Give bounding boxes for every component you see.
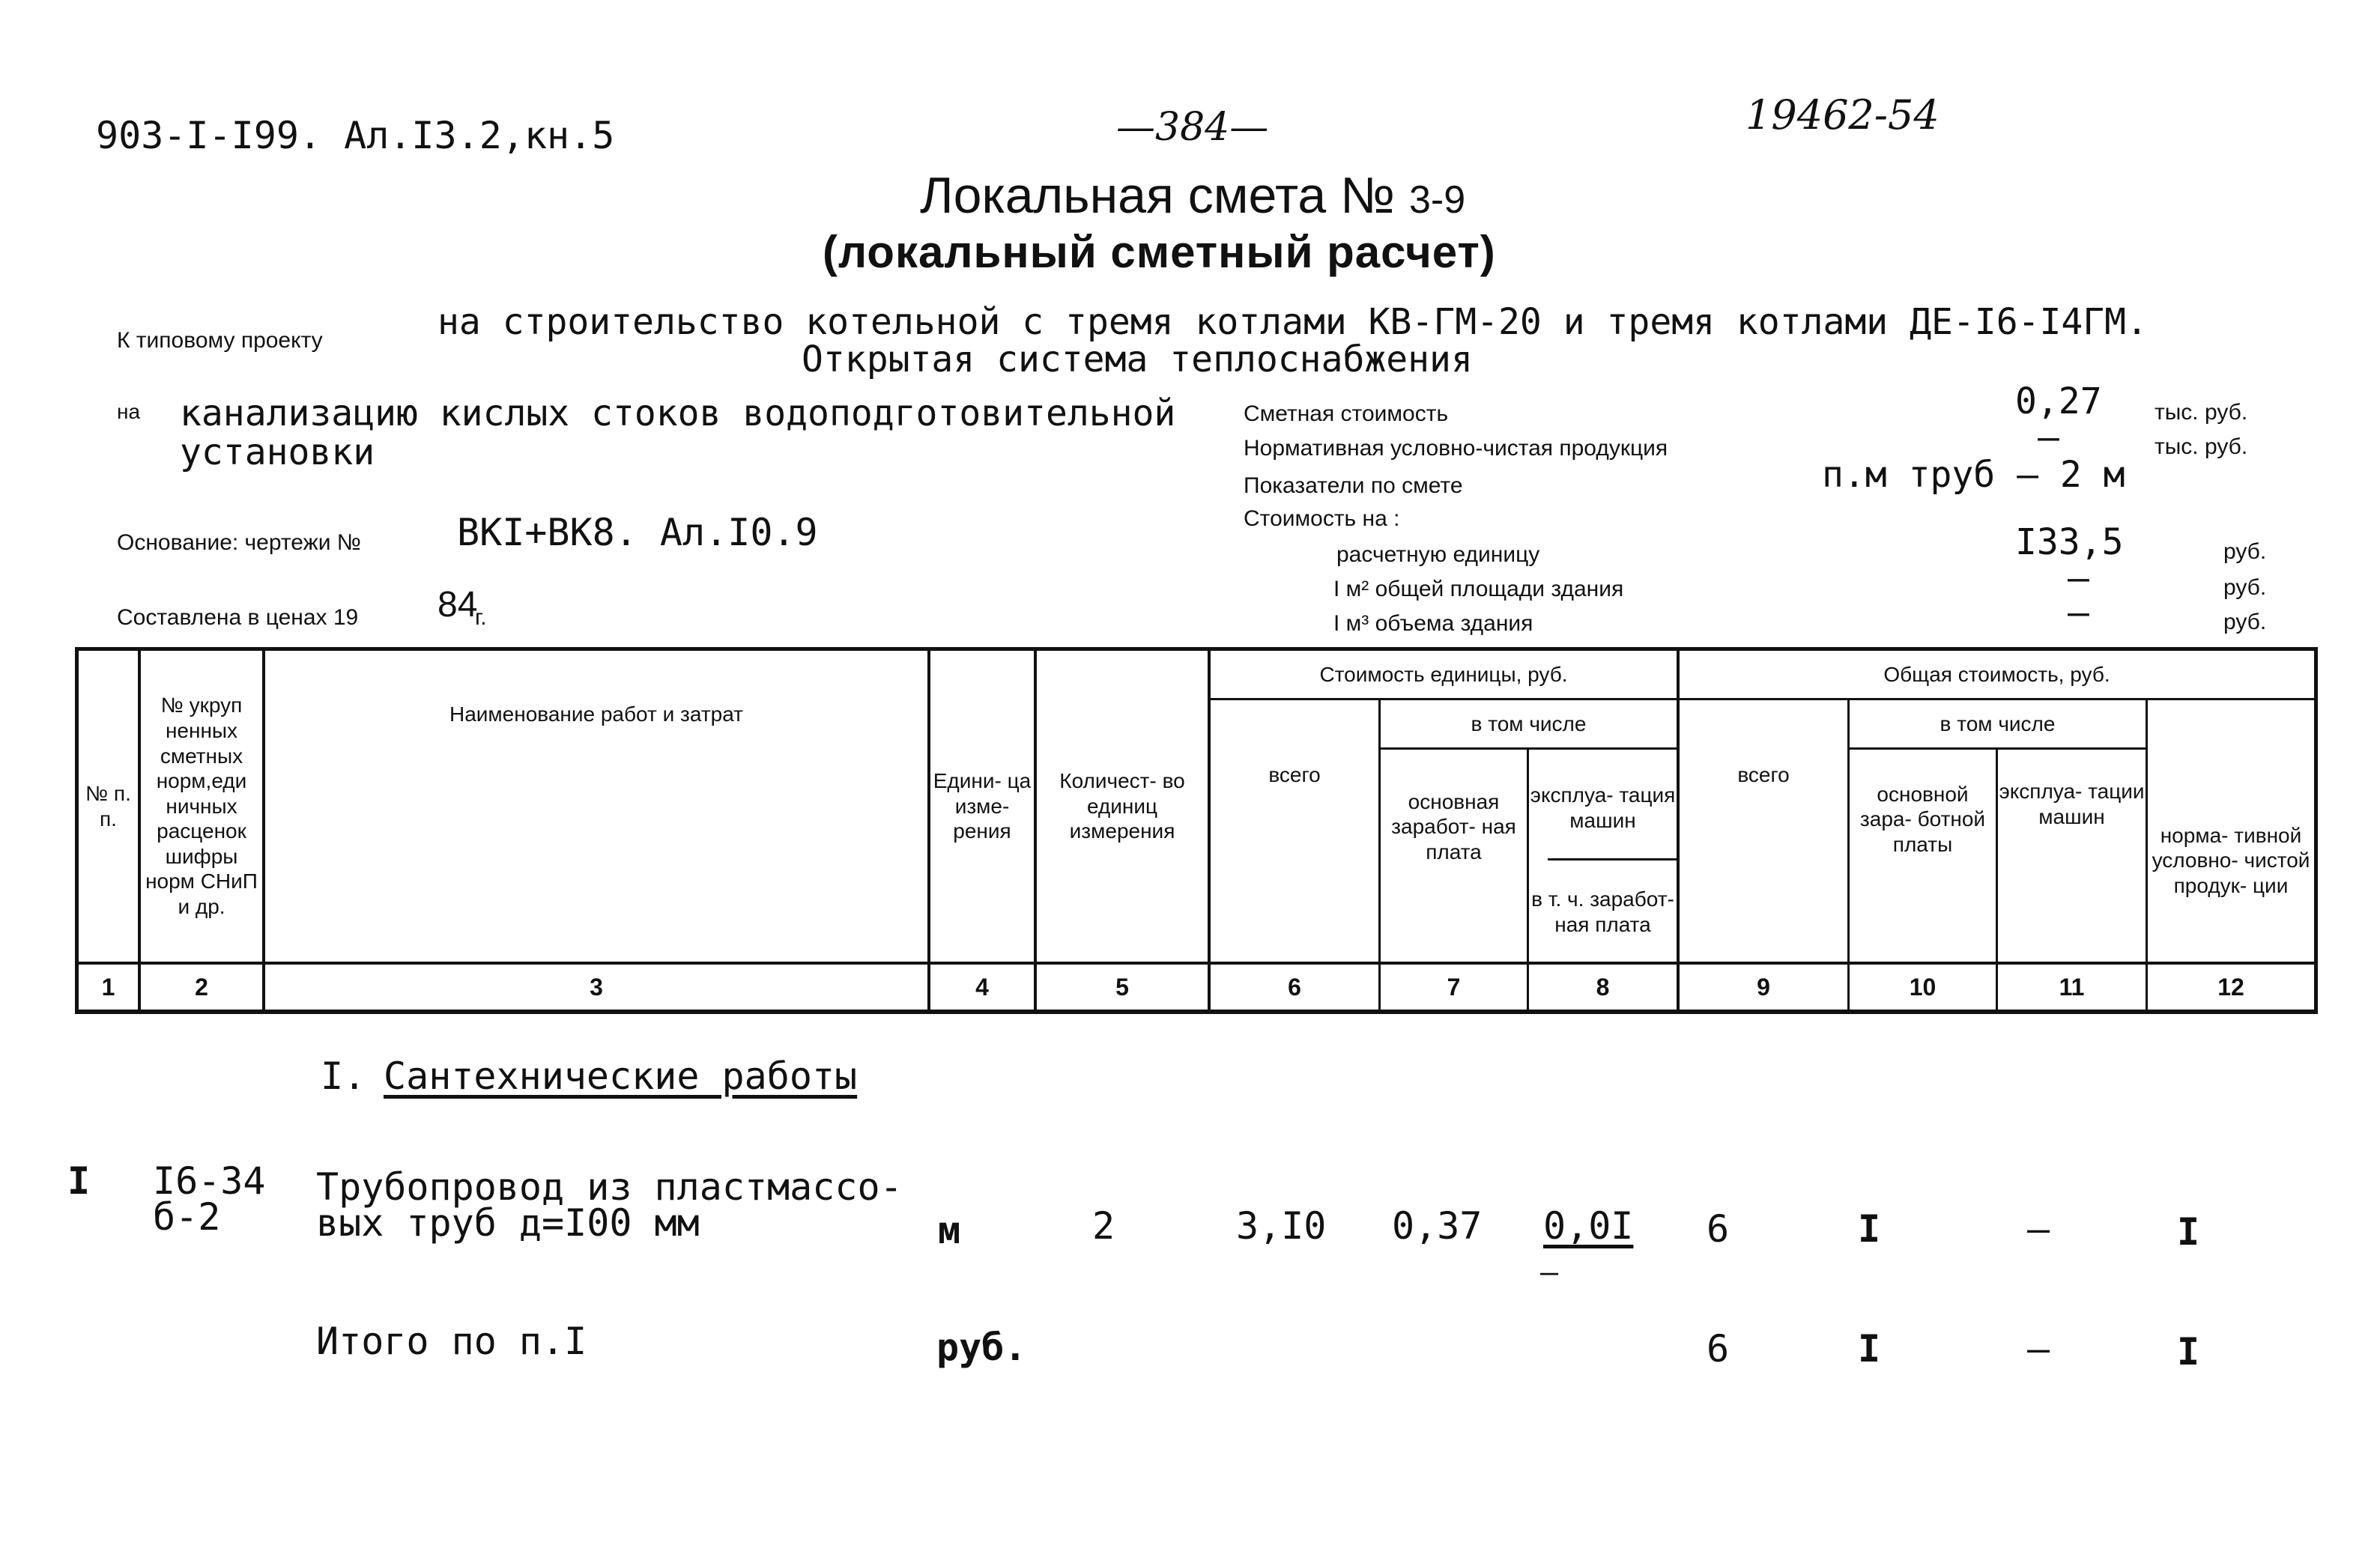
- row-name-1: Трубопровод из пластмассо-: [316, 1165, 903, 1209]
- cost-per-label: Стоимость на :: [1244, 506, 1400, 531]
- object-line-2: установки: [180, 431, 375, 473]
- header-normative-product: норма- тивной условно- чистой продук- ции: [2152, 823, 2310, 897]
- column-number: 8: [1596, 973, 1610, 1001]
- header-including-total: в том числе: [1940, 711, 2056, 735]
- row-unit-salary: 0,37: [1392, 1204, 1483, 1248]
- header-unit-cost: Стоимость единицы, руб.: [1319, 662, 1568, 686]
- estimated-cost-label: Сметная стоимость: [1244, 401, 1449, 426]
- per-m3-unit: руб.: [2223, 610, 2267, 634]
- column-number: 4: [975, 973, 989, 1001]
- per-unit-value: I33,5: [2015, 521, 2124, 563]
- header-total-machines: эксплуа- тации машин: [1999, 780, 2145, 828]
- section-number: I.: [321, 1054, 366, 1098]
- per-m3-value: –: [2068, 592, 2089, 634]
- header-row-number: № п. п.: [85, 781, 131, 831]
- row-total: 6: [1707, 1207, 1730, 1251]
- row-name-2: вых труб д=I00 мм: [316, 1201, 700, 1245]
- page-subtitle: (локальный сметный расчет): [823, 227, 1496, 277]
- column-number: 5: [1115, 973, 1129, 1001]
- normative-product-unit: тыс. руб.: [2155, 434, 2248, 459]
- per-m2-value: –: [2068, 557, 2089, 599]
- subtotal-total-salary: I: [1858, 1327, 1881, 1371]
- estimate-indicators-value: п.м труб – 2 м: [1822, 454, 2125, 496]
- estimate-number: 3-9: [1408, 178, 1466, 222]
- estimate-table-header: [75, 647, 2318, 1014]
- prices-year-suffix: г.: [475, 605, 487, 630]
- per-m2-label: I м² общей площади здания: [1333, 577, 1624, 601]
- per-m3-label: I м³ объема здания: [1333, 611, 1533, 636]
- row-total-normative: I: [2177, 1210, 2200, 1254]
- per-m2-unit: руб.: [2223, 575, 2267, 600]
- header-unit: Едини- ца изме- рения: [933, 769, 1032, 843]
- header-unit-machines: эксплуа- тация машин: [1530, 783, 1676, 832]
- header-total-cost: Общая стоимость, руб.: [1883, 662, 2110, 686]
- header-unit-salary: основная заработ- ная плата: [1391, 789, 1516, 863]
- column-number: 11: [2059, 973, 2085, 1001]
- row-code-2: б-2: [153, 1195, 221, 1239]
- header-norm-code: № укруп ненных сметных норм,еди ничных расценок шифры норм СНиП и др.: [145, 693, 258, 919]
- document-code: 903-I-I99. Ал.I3.2,кн.5: [96, 114, 615, 157]
- row-code-1: I6-34: [153, 1159, 266, 1203]
- normative-product-label: Нормативная условно-чистая продукция: [1244, 436, 1668, 461]
- column-number: 2: [195, 973, 208, 1001]
- column-number: 3: [590, 973, 603, 1001]
- row-total-machines: –: [2027, 1207, 2050, 1251]
- column-number: 9: [1757, 973, 1770, 1001]
- row-total-salary: I: [1858, 1207, 1881, 1251]
- row-unit-total: 3,I0: [1236, 1204, 1327, 1248]
- estimated-cost-unit: тыс. руб.: [2155, 400, 2248, 425]
- per-unit-label: расчетную единицу: [1336, 542, 1540, 567]
- project-line-2: Открытая система теплоснабжения: [802, 339, 1473, 380]
- row-number: I: [67, 1159, 91, 1203]
- header-work-name: Наименование работ и затрат: [449, 702, 743, 726]
- title-text: Локальная смета №: [920, 167, 1396, 224]
- row-unit-machines-salary: –: [1540, 1255, 1559, 1290]
- subtotal-unit: руб.: [936, 1326, 1027, 1369]
- header-quantity: Количест- во единиц измерения: [1059, 769, 1185, 843]
- column-number: 10: [1909, 973, 1937, 1001]
- normative-product-value: –: [2038, 416, 2059, 458]
- estimated-cost-value: 0,27: [2015, 380, 2102, 422]
- archive-number: 19462-54: [1745, 91, 1940, 139]
- project-label: К типовому проекту: [117, 328, 323, 353]
- header-total: всего: [1737, 763, 1790, 787]
- prices-year-value: 84: [437, 585, 478, 625]
- basis-label: Основание: чертежи №: [117, 530, 361, 555]
- page-number: —384—: [1116, 105, 1269, 150]
- header-total-salary: основной зара- ботной платы: [1859, 782, 1986, 856]
- subtotal-label: Итого по п.I: [316, 1320, 587, 1363]
- section-title: Сантехнические работы: [384, 1054, 858, 1098]
- project-line-1: на строительство котельной с тремя котлами КВ-ГМ-20 и тремя котлами ДЕ-I6-I4ГМ.: [437, 301, 2148, 343]
- basis-value: ВКI+ВК8. Ал.I0.9: [457, 511, 818, 554]
- column-number: 12: [2217, 973, 2244, 1001]
- per-unit-unit: руб.: [2223, 539, 2267, 564]
- page-title: [920, 166, 1465, 225]
- column-number: 6: [1288, 973, 1301, 1001]
- subtotal-total-machines: –: [2027, 1327, 2050, 1371]
- prices-year-label: Составлена в ценах 19: [117, 605, 359, 630]
- subtotal-total-normative: I: [2177, 1330, 2200, 1374]
- header-unit-machines-salary: в т. ч. заработ- ная плата: [1531, 887, 1674, 936]
- header-including-unit: в том числе: [1471, 711, 1587, 735]
- estimate-indicators-label: Показатели по смете: [1244, 473, 1463, 498]
- subtotal-total: 6: [1707, 1327, 1730, 1371]
- row-quantity: 2: [1092, 1204, 1115, 1248]
- row-unit-machines: 0,0I: [1543, 1204, 1634, 1248]
- header-unit-total: всего: [1268, 763, 1321, 787]
- object-label: на: [117, 400, 141, 423]
- column-number: 7: [1447, 973, 1461, 1001]
- object-line-1: канализацию кислых стоков водоподготовительной: [180, 392, 1176, 434]
- row-unit: м: [938, 1209, 961, 1252]
- column-number: 1: [101, 973, 115, 1001]
